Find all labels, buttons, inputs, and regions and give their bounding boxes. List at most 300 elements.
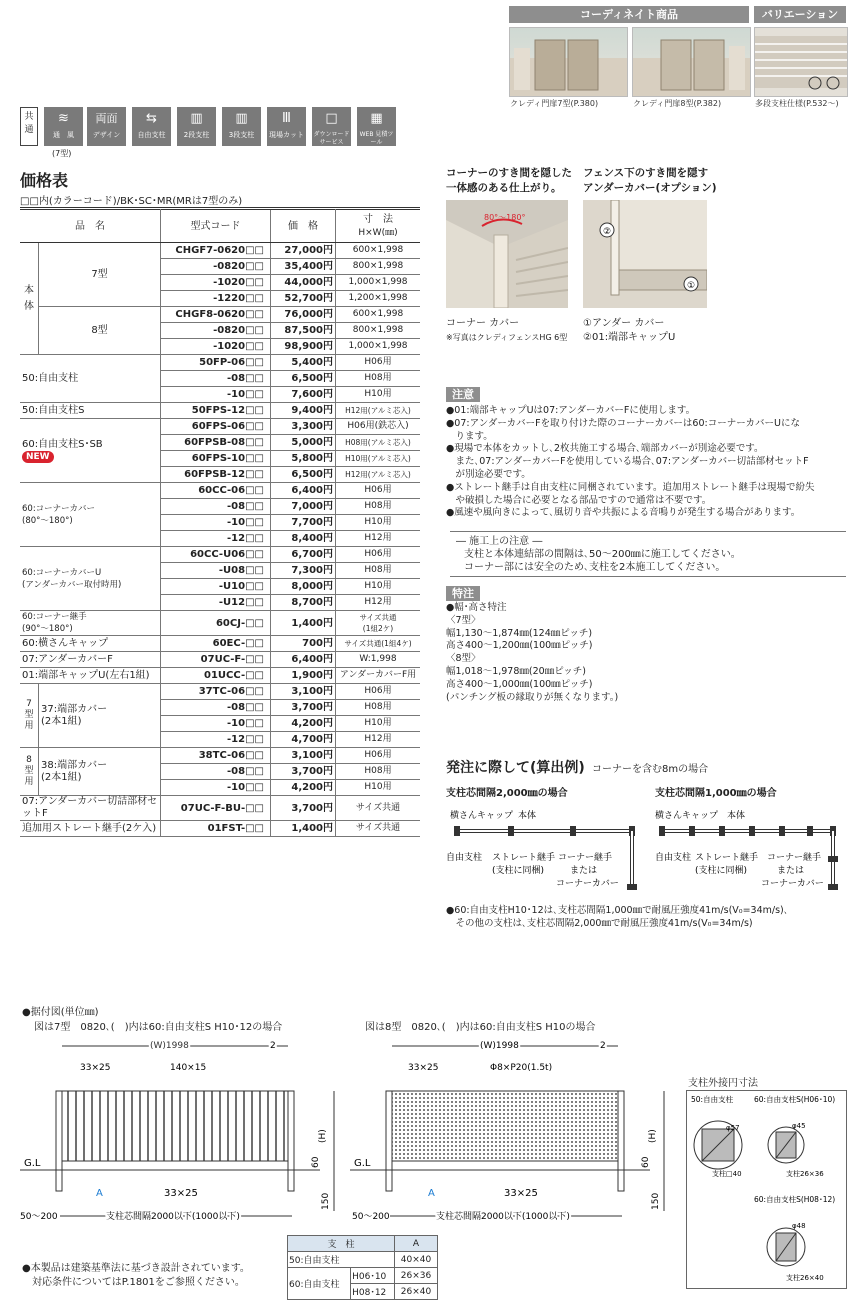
corner-caption: コーナー カバー	[446, 318, 520, 329]
table-row	[20, 419, 420, 435]
row-price: 6,400円	[271, 652, 336, 668]
table-row	[20, 307, 420, 323]
row-price: 7,300円	[271, 563, 336, 579]
row-size: 600×1,998	[336, 307, 421, 323]
sq2640: 支柱26×40	[786, 1274, 824, 1282]
group-name-text: 50:自由支柱S	[22, 404, 85, 416]
order-case2: 支柱芯間隔1,000㎜の場合	[655, 788, 777, 799]
note-item: ●風速や風向きによって､風切り音や共振による音鳴りが発生する場合があります。	[446, 507, 801, 519]
row-size: H06用	[336, 483, 421, 499]
group-name	[20, 355, 161, 403]
group-name	[20, 668, 161, 684]
group-name-text: 07:アンダーカバー切詰部材セットF	[22, 796, 158, 819]
post-table-h2: A	[395, 1236, 438, 1252]
dim-2: 2	[270, 1041, 276, 1051]
row-code: 60FPS-06□□	[161, 419, 271, 435]
under-heading-line1: フェンス下のすき間を隠す	[583, 167, 709, 179]
table-row	[20, 684, 420, 700]
three-stage-post-icon: ▥ 3段支柱	[222, 107, 261, 146]
gate-7-image	[510, 28, 627, 96]
order-title: 発注に際して(算出例)	[446, 760, 585, 776]
table-row	[20, 547, 420, 563]
group-name	[20, 821, 161, 837]
notes-list	[446, 405, 815, 520]
post-table-r2n: 60:自由支柱	[288, 1268, 351, 1300]
order-subtitle: コーナーを含む8mの場合	[591, 764, 709, 775]
fence-slats	[68, 1091, 284, 1161]
row-price: 3,300円	[271, 419, 336, 435]
post	[659, 826, 665, 836]
group-name-text: 60:自由支柱S･SB	[22, 438, 103, 450]
under-caption2: ②01:端部キャップU	[583, 332, 676, 343]
lbl-joint: ストレート継手	[492, 853, 556, 863]
row-code: 01UCC-□□	[161, 668, 271, 684]
construction-note-box	[450, 531, 846, 577]
multistage-image	[755, 28, 847, 96]
thumb-gate-7	[509, 27, 628, 97]
post	[570, 826, 576, 836]
post	[749, 826, 755, 836]
price-table-header	[20, 210, 420, 243]
lbl-body: 本体	[518, 811, 537, 821]
row-price: 5,400円	[271, 355, 336, 371]
row-size: H06用	[336, 355, 421, 371]
row-size: H10用	[336, 579, 421, 595]
lbl-or: または	[570, 866, 598, 876]
order-case1: 支柱芯間隔2,000㎜の場合	[446, 788, 568, 799]
gl-label: G.L	[24, 1158, 41, 1169]
row-size: サイズ共通	[336, 821, 421, 837]
row-price: 3,700円	[271, 796, 336, 821]
wind-icon: ≋ 通 風	[44, 107, 83, 146]
corner-angle: 80°〜180°	[484, 213, 526, 222]
thumb-caption-8: クレディ門扉8型(P.382)	[633, 99, 722, 108]
row-price: 6,500円	[271, 371, 336, 387]
row-price: 3,100円	[271, 684, 336, 700]
group-name	[20, 419, 161, 483]
notes-tag: 注意	[446, 387, 480, 402]
row-price: 4,700円	[271, 732, 336, 748]
row-size: アンダーカバーF用	[336, 668, 421, 684]
note-item: ●07:アンダーカバーFを取り付けた際のコーナーカバーは60:コーナーカバーUにな	[446, 417, 800, 429]
post	[689, 826, 695, 836]
dim-150: 150	[321, 1192, 331, 1210]
row-price: 6,400円	[271, 483, 336, 499]
row-price: 3,100円	[271, 748, 336, 764]
row-size: H08用	[336, 764, 421, 780]
under-marker-2: ②	[603, 227, 612, 237]
row-size: H12用(アルミ芯入)	[336, 467, 421, 483]
row-price: 7,600円	[271, 387, 336, 403]
row-code: -10□□	[161, 780, 271, 796]
row-price: 1,400円	[271, 821, 336, 837]
install-fig7-caption: 図は7型 0820､( )内は60:自由支柱S H10･12の場合	[34, 1022, 283, 1033]
post	[807, 826, 813, 836]
bottom-note-2: 対応条件についてはP.1801をご参照ください。	[22, 1277, 245, 1288]
post-a-table	[287, 1235, 438, 1300]
corner-heading-line2: 一体感のある仕上がり。	[446, 182, 562, 194]
coordinate-banner: コーディネイト商品	[509, 6, 749, 23]
row-code: -10□□	[161, 716, 271, 732]
table-row	[20, 748, 420, 764]
dim-span: 支柱芯間隔2000以下(1000以下)	[106, 1212, 240, 1222]
row-code: -1020□□	[161, 339, 271, 355]
punching-panel	[392, 1091, 618, 1161]
row-code: -0820□□	[161, 323, 271, 339]
group-name-text: 01:端部キャップU(左右1組)	[22, 669, 150, 681]
group-name	[20, 547, 161, 611]
group-name-text: 60:コーナーカバー (80°〜180°)	[22, 503, 96, 526]
color-note: □□内(カラーコード)/BK･SC･MR(MRは7型のみ)	[20, 192, 420, 208]
post	[508, 826, 514, 836]
row-code: -U10□□	[161, 579, 271, 595]
free-post-icon: ⇆ 自由支柱	[132, 107, 171, 146]
lbl-cj: コーナー継手	[767, 853, 822, 863]
note-item: が別途必要です。	[446, 468, 531, 480]
table-row	[20, 355, 420, 371]
row-size: H10用	[336, 780, 421, 796]
lbl-cc: コーナーカバー	[761, 879, 824, 889]
row-code: 60EC-□□	[161, 636, 271, 652]
lbl-cap: 横さんキャップ	[655, 811, 719, 821]
dim-33x25-bottom: 33×25	[504, 1188, 538, 1199]
group-name-text: 60:コーナーカバーU (アンダーカバー取付時用)	[22, 567, 122, 590]
row-code: CHGF8-0620□□	[161, 307, 271, 323]
row-size: H06用(鉄芯入)	[336, 419, 421, 435]
note-item: ●01:端部キャップUは07:アンダーカバーFに使用します。	[446, 405, 696, 416]
dim-60: 60	[311, 1156, 321, 1168]
row-code: -U08□□	[161, 563, 271, 579]
row-size: サイズ共通(1組4ケ)	[336, 636, 421, 652]
header-name: 品 名	[20, 210, 161, 243]
row-code: -08□□	[161, 700, 271, 716]
row-size: H08用	[336, 563, 421, 579]
double-sided-icon: 両面 デザイン	[87, 107, 126, 146]
lbl-joint2: (支柱に同梱)	[492, 866, 545, 876]
row-size: H12用	[336, 531, 421, 547]
parts-rows	[20, 355, 420, 837]
special-item: 〈8型〉	[446, 653, 481, 665]
circle-title: 支柱外接円寸法	[688, 1078, 758, 1089]
lbl-or: または	[777, 866, 805, 876]
onsite-cut-icon: Ⅲ 現場カット	[267, 107, 306, 146]
row-size: H10用	[336, 387, 421, 403]
bottom-note	[22, 1262, 250, 1290]
header-size: 寸 法 H×W(㎜)	[336, 210, 421, 243]
row-price: 9,400円	[271, 403, 336, 419]
row-size: H08用	[336, 700, 421, 716]
row-code: 60FPS-10□□	[161, 451, 271, 467]
box-line2: コーナー部には安全のため､支柱を2本施工してください。	[464, 562, 726, 573]
corner-photo-note: ※写真はクレディフェンスHG 6型	[446, 333, 568, 342]
dim-h: (H)	[318, 1129, 328, 1143]
lbl-body: 本体	[727, 811, 746, 821]
under-cover-photo	[583, 200, 707, 308]
row-size: H06用	[336, 684, 421, 700]
post-table-r2av: 26×36	[395, 1268, 438, 1284]
header-code: 型式コード	[161, 210, 271, 243]
row-price: 3,700円	[271, 700, 336, 716]
a-label: A	[428, 1188, 435, 1199]
row-price: 3,700円	[271, 764, 336, 780]
row-code: 50FP-06□□	[161, 355, 271, 371]
group-name-text: 37:端部カバー (2本1組)	[41, 703, 108, 727]
row-size: H12用	[336, 732, 421, 748]
special-item: 高さ400〜1,200㎜(100㎜ピッチ)	[446, 640, 593, 652]
corner-cover-photo	[446, 200, 568, 308]
row-price: 87,500円	[271, 323, 336, 339]
row-code: 07UC-F-□□	[161, 652, 271, 668]
under-caption1: ①アンダー カバー	[583, 318, 665, 329]
row-code: 01FST-□□	[161, 821, 271, 837]
row-size: 1,000×1,998	[336, 339, 421, 355]
lbl-post: 自由支柱	[446, 853, 483, 863]
row-code: 60FPSB-12□□	[161, 467, 271, 483]
row-size: 1,000×1,998	[336, 275, 421, 291]
lbl-joint2: (支柱に同梱)	[695, 866, 748, 876]
under-marker-1: ①	[687, 281, 696, 291]
order-note	[446, 904, 789, 930]
row-size: 600×1,998	[336, 243, 421, 259]
group-name	[20, 483, 161, 547]
row-size: 1,200×1,998	[336, 291, 421, 307]
row-price: 4,200円	[271, 780, 336, 796]
post	[719, 826, 725, 836]
post	[828, 856, 838, 862]
under-heading-line2: アンダーカバー(オプション)	[583, 182, 717, 194]
row-code: 60CJ-□□	[161, 611, 271, 636]
row-code: -U12□□	[161, 595, 271, 611]
row-price: 5,000円	[271, 435, 336, 451]
thumb-gate-8	[632, 27, 751, 97]
two-stage-post-icon: ▥ 2段支柱	[177, 107, 216, 146]
lbl-post: 自由支柱	[655, 853, 692, 863]
group-name	[20, 652, 161, 668]
row-code: -10□□	[161, 387, 271, 403]
row-price: 8,000円	[271, 579, 336, 595]
row-price: 6,500円	[271, 467, 336, 483]
under-heading	[583, 166, 717, 196]
table-row	[20, 668, 420, 684]
row-size: サイズ共通	[336, 796, 421, 821]
dim-phi: Φ8×P20(1.5t)	[490, 1063, 553, 1073]
circle-c-label: 60:自由支柱S(H08･12)	[754, 1195, 836, 1204]
dim-gap: 50〜200	[352, 1212, 390, 1222]
dim-2: 2	[600, 1041, 606, 1051]
row-price: 1,900円	[271, 668, 336, 684]
row-code: -10□□	[161, 515, 271, 531]
special-list	[446, 602, 618, 704]
row-size: H10用	[336, 515, 421, 531]
install-title: ●据付図(単位㎜)	[22, 1007, 99, 1018]
price-title: 価格表	[20, 171, 69, 190]
download-icon: □ ダウンロード サービス	[312, 107, 351, 146]
wind-icon-sub: (7型)	[52, 149, 72, 158]
row-code: -08□□	[161, 371, 271, 387]
row-price: 7,700円	[271, 515, 336, 531]
row-code: CHGF7-0620□□	[161, 243, 271, 259]
bottom-note-1: ●本製品は建築基準法に基づき設計されています。	[22, 1263, 250, 1274]
group-name-text: 60:コーナー継手 (90°〜180°)	[22, 612, 87, 634]
note-item: や破損した場合に必要となる部品ですので通常は不要です。	[446, 494, 712, 506]
row-size: H08用	[336, 499, 421, 515]
gl-label: G.L	[354, 1158, 371, 1169]
row-code: -12□□	[161, 732, 271, 748]
a-label: A	[96, 1188, 103, 1199]
special-item: 幅1,018〜1,978㎜(20㎜ピッチ)	[446, 665, 587, 677]
table-row	[20, 796, 420, 821]
price-table	[20, 209, 420, 837]
table-row	[20, 636, 420, 652]
dim-33x25-bottom: 33×25	[164, 1188, 198, 1199]
table-row	[20, 243, 420, 259]
dim-60: 60	[641, 1156, 651, 1168]
row-price: 5,800円	[271, 451, 336, 467]
dim-150: 150	[651, 1192, 661, 1210]
type-side-label: 8型用	[20, 748, 39, 796]
note-item: ります。	[446, 430, 493, 442]
lbl-joint: ストレート継手	[695, 853, 759, 863]
dim-gap: 50〜200	[20, 1212, 58, 1222]
post-table-r1v: 40×40	[395, 1252, 438, 1268]
row-code: -1220□□	[161, 291, 271, 307]
thumb-caption-multi: 多段支柱仕様(P.532〜)	[755, 99, 839, 108]
note-item: ●ストレート継手は自由支柱に同梱されています。追加用ストレート継手は現場で紛失	[446, 481, 815, 493]
table-row	[20, 821, 420, 837]
sq40: 支柱□40	[712, 1170, 742, 1178]
special-item: (パンチング板の縁取りが無くなります。)	[446, 691, 619, 703]
dim-h: (H)	[648, 1129, 658, 1143]
row-size: H06用	[336, 748, 421, 764]
post	[627, 884, 637, 890]
corner-heading-line1: コーナーのすき間を隠した	[446, 167, 572, 179]
circle-b-label: 60:自由支柱S(H06･10)	[754, 1095, 836, 1104]
kyotsu-icon: 共 通	[20, 107, 38, 146]
note-item: ●現場で本体をカットし､2枚共施工する場合､端部カバーが別途必要です。	[446, 443, 764, 455]
thumb-caption-7: クレディ門扉7型(P.380)	[510, 99, 599, 108]
dim-w: (W)1998	[150, 1041, 189, 1051]
row-code: -12□□	[161, 531, 271, 547]
install-fig8-caption: 図は8型 0820､( )内は60:自由支柱S H10の場合	[365, 1022, 596, 1033]
row-size: H10用(アルミ芯入)	[336, 451, 421, 467]
group-name-text: 追加用ストレート継手(2ケ入)	[22, 822, 157, 834]
circle-a-label: 50:自由支柱	[691, 1095, 734, 1104]
group-name-text: 07:アンダーカバーF	[22, 653, 113, 665]
row-price: 6,700円	[271, 547, 336, 563]
row-price: 8,700円	[271, 595, 336, 611]
group-name	[20, 403, 161, 419]
post-table-h1: 支 柱	[288, 1236, 395, 1252]
phi48: φ48	[792, 1222, 806, 1230]
lbl-cj: コーナー継手	[558, 853, 613, 863]
order-title-row	[446, 757, 708, 777]
lbl-cc: コーナーカバー	[556, 879, 619, 889]
row-size: 800×1,998	[336, 323, 421, 339]
row-price: 52,700円	[271, 291, 336, 307]
order-note-1: ●60:自由支柱H10･12は､支柱芯間隔1,000㎜で耐風圧強度41m/s(V₀=34m/s)､	[446, 905, 789, 916]
special-item: ●幅･高さ特注	[446, 602, 507, 613]
group-name	[39, 748, 161, 796]
row-code: -1020□□	[161, 275, 271, 291]
row-code: -08□□	[161, 499, 271, 515]
header-price: 価 格	[271, 210, 336, 243]
row-code: 07UC-F-BU-□□	[161, 796, 271, 821]
table-row	[20, 483, 420, 499]
dim-33x25: 33×25	[80, 1063, 111, 1073]
post-table-r2b: H08･12	[351, 1284, 395, 1300]
row-price: 700円	[271, 636, 336, 652]
group-name-text: 50:自由支柱	[22, 372, 79, 384]
row-price: 98,900円	[271, 339, 336, 355]
row-size: H06用	[336, 547, 421, 563]
corner-heading	[446, 166, 572, 196]
row-price: 8,400円	[271, 531, 336, 547]
table-row	[20, 652, 420, 668]
row-price: 7,000円	[271, 499, 336, 515]
group-name	[39, 684, 161, 748]
box-line1: 支柱と本体連結部の間隔は､50〜200㎜に施工してください。	[464, 549, 741, 560]
new-badge: NEW	[22, 451, 54, 463]
post-table-r2a: H06･10	[351, 1268, 395, 1284]
row-code: 37TC-06□□	[161, 684, 271, 700]
post	[828, 884, 838, 890]
type-side-label: 7型用	[20, 684, 39, 748]
table-row	[20, 611, 420, 636]
install-drawing-8	[350, 1036, 670, 1226]
dim-span: 支柱芯間隔2000以下(1000以下)	[436, 1212, 570, 1222]
post	[454, 826, 460, 836]
thumb-multistage	[754, 27, 848, 97]
row-price: 35,400円	[271, 259, 336, 275]
group-name-text: 38:端部カバー (2本1組)	[41, 759, 108, 783]
group-name	[20, 611, 161, 636]
phi45: φ45	[792, 1122, 806, 1130]
phi57: φ57	[726, 1124, 740, 1132]
install-drawing-7	[20, 1036, 340, 1226]
row-code: -08□□	[161, 764, 271, 780]
row-size: H08用	[336, 371, 421, 387]
row-price: 1,400円	[271, 611, 336, 636]
row-code: 60CC-U06□□	[161, 547, 271, 563]
row-size: 800×1,998	[336, 259, 421, 275]
group-name	[20, 636, 161, 652]
group-name-text: 60:横さんキャップ	[22, 637, 109, 649]
order-note-2: その他の支柱は､支柱芯間隔2,000㎜で耐風圧強度41m/s(V₀=34m/s)	[446, 918, 753, 929]
variation-banner: バリエーション	[754, 6, 846, 23]
order-diagram-2000	[446, 800, 646, 896]
row-size: サイズ共通 (1組2ケ)	[336, 611, 421, 636]
special-item: 〈7型〉	[446, 614, 481, 626]
row-code: 60FPSB-08□□	[161, 435, 271, 451]
dim-w: (W)1998	[480, 1041, 519, 1051]
circle-dims-box	[686, 1090, 848, 1290]
dim-140x15: 140×15	[170, 1063, 207, 1073]
row-size: H12用	[336, 595, 421, 611]
honntai-label: 本 体	[20, 243, 39, 355]
table-row	[20, 403, 420, 419]
post-table-r1n: 50:自由支柱	[288, 1252, 395, 1268]
row-price: 76,000円	[271, 307, 336, 323]
special-item: 高さ400〜1,000㎜(100㎜ピッチ)	[446, 678, 593, 690]
row-size: H08用(アルミ芯入)	[336, 435, 421, 451]
row-code: 50FPS-12□□	[161, 403, 271, 419]
row-price: 27,000円	[271, 243, 336, 259]
row-size: H10用	[336, 716, 421, 732]
type8-label: 8型	[39, 307, 161, 355]
post-table-r2bv: 26×40	[395, 1284, 438, 1300]
web-estimate-icon: ▦ WEB 見積ツール	[357, 107, 396, 146]
special-tag: 特注	[446, 586, 480, 601]
